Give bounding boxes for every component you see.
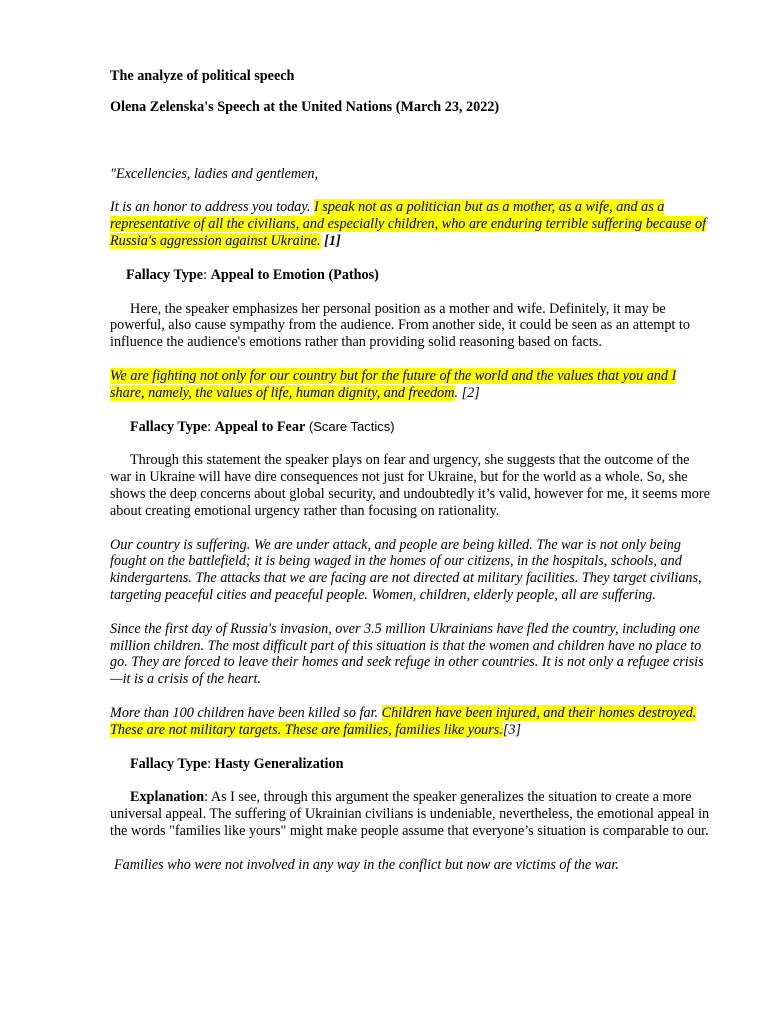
fallacy-type-2 — [110, 419, 712, 436]
fallacy-1-colon: : — [203, 266, 211, 283]
fallacy-3-value: Hasty Generalization — [214, 755, 344, 772]
fallacy-2-label: Fallacy Type — [130, 418, 208, 435]
explanation-label: Explanation — [130, 789, 205, 806]
speech-greeting: "Excellencies, ladies and gentlemen, — [110, 165, 319, 182]
fallacy-2-colon: : — [207, 418, 215, 435]
quote-5-highlight: Children have been injured, and their homes destroyed. These are not military targets. These are families, families like yours. — [110, 704, 697, 738]
quote-1-plain: It is an honor to address you today. — [110, 199, 315, 216]
speech-quote-3: Our country is suffering. We are under attack, and people are being killed. The war is not only being fought on the battlefield; it is being waged in the homes of our citizens, in the hospitals, schools, and kindergartens. The attacks that we are facing are not directed at military facilities. They target civilians, targeting peaceful cities and peaceful people. Women, children, elderly people, all are suffering. — [110, 536, 702, 603]
analysis-1: Here, the speaker emphasizes her personal position as a mother and wife. Definitely, it may be powerful, also cause sympathy from the audience. From another side, it could be seen as an attempt to influence the audience's emotions rather than providing solid reasoning based on facts. — [110, 300, 690, 351]
fallacy-type-1 — [110, 267, 712, 284]
speech-quote-1 — [110, 199, 712, 249]
analysis-2: Through this statement the speaker plays on fear and urgency, she suggests that the outcome of the war in Ukraine will have dire consequences not just for Ukraine, but for the world as a whole. So, she shows the deep concerns about global security, and undoubtedly it’s valid, however for me, it seems more about creating emotional urgency rather than focusing on rationality. — [110, 452, 710, 519]
quote-1-reference: [1] — [320, 232, 341, 249]
speech-quote-5 — [110, 705, 712, 739]
speech-quote-6: Families who were not involved in any way in the conflict but now are victims of the war. — [114, 856, 619, 873]
fallacy-1-label: Fallacy Type — [126, 266, 204, 283]
analysis-3 — [110, 789, 712, 839]
speech-quote-2 — [110, 368, 712, 402]
document-title: The analyze of political speech — [110, 68, 295, 84]
fallacy-type-3 — [110, 756, 712, 773]
fallacy-3-label: Fallacy Type — [130, 755, 208, 772]
fallacy-3-colon: : — [207, 755, 215, 772]
explanation-text: : As I see, through this argument the speaker generalizes the situation to create a more universal appeal. The suffering of Ukrainian civilians is undeniable, nevertheless, the emotional appeal in the words "families like yours" might make people assume that everyone’s situation is comparable to our. — [110, 789, 710, 839]
quote-2-highlight: We are fighting not only for our country but for the future of the world and the values that you and I share, namely, the values of life, human dignity, and freedom — [110, 367, 677, 401]
fallacy-2-value: Appeal to Fear — [214, 418, 306, 435]
quote-2-reference: . [2] — [454, 384, 480, 401]
document-subtitle: Olena Zelenska's Speech at the United Nations (March 23, 2022) — [110, 98, 500, 115]
fallacy-1-value: Appeal to Emotion (Pathos) — [210, 266, 379, 283]
speech-quote-4: Since the first day of Russia's invasion, over 3.5 million Ukrainians have fled the country, including one million children. The most difficult part of this situation is that the women and children have no place to go. They are forced to leave their homes and seek refuge in other countries. It is not only a refugee crisis—it is a crisis of the heart. — [110, 620, 704, 688]
quote-1-highlight: I speak not as a politician but as a mother, as a wife, and as a representative of all the civilians, and especially children, who are enduring terrible suffering because of Russia's aggression against Ukraine. — [110, 199, 707, 249]
quote-5-reference: [3] — [502, 721, 522, 738]
quote-5-plain: More than 100 children have been killed so far. — [110, 704, 382, 721]
fallacy-2-extra: (Scare Tactics) — [305, 418, 395, 434]
